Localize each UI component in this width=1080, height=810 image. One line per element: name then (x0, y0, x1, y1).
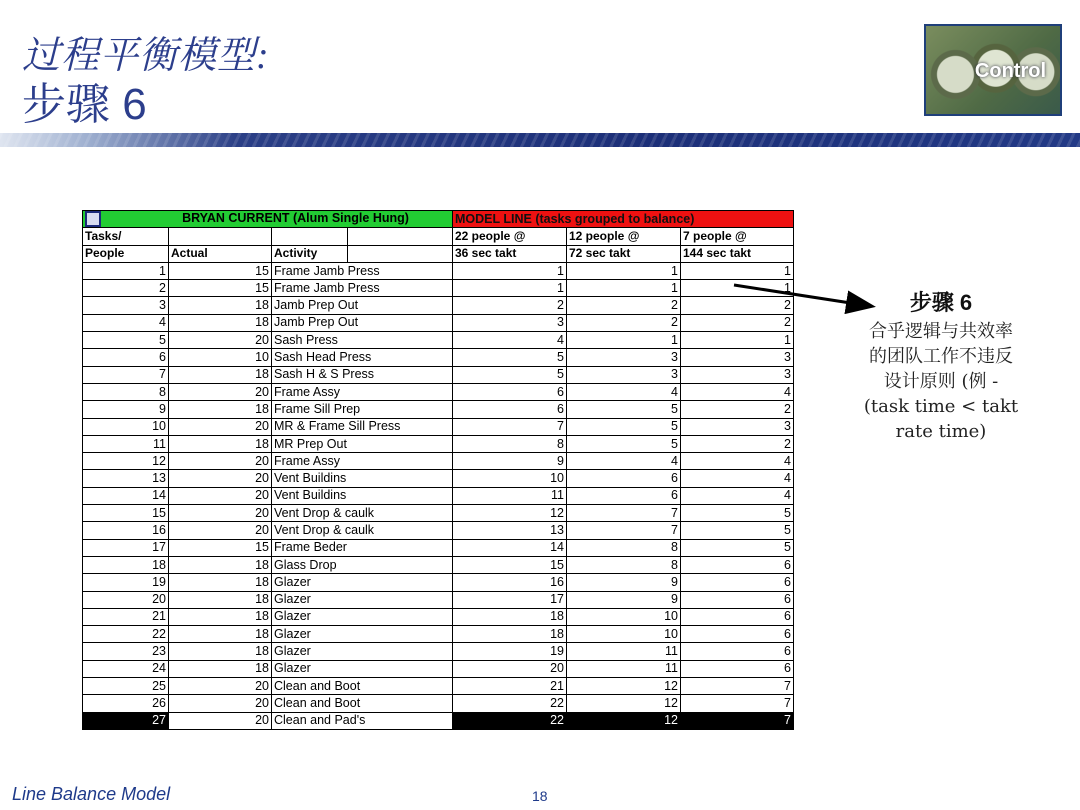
actual-cell: 10 (169, 349, 272, 366)
actual-cell: 15 (169, 262, 272, 279)
activity-cell: Frame Sill Prep (272, 401, 453, 418)
activity-cell: Clean and Pad's (272, 712, 453, 729)
takt-36-cell: 18 (453, 608, 567, 625)
callout-line: 合乎逻辑与共效率 (869, 321, 1013, 342)
takt-144-cell: 5 (681, 505, 794, 522)
takt-36-cell: 21 (453, 678, 567, 695)
people-cell: 20 (83, 591, 169, 608)
actual-cell: 18 (169, 608, 272, 625)
people-cell: 14 (83, 487, 169, 504)
takt-36-cell: 8 (453, 435, 567, 452)
table-row (83, 280, 794, 297)
takt-36-cell: 22 (453, 695, 567, 712)
takt-144-cell: 6 (681, 556, 794, 573)
actual-cell: 18 (169, 660, 272, 677)
actual-cell: 15 (169, 280, 272, 297)
people-cell: 11 (83, 435, 169, 452)
col-36-sec-takt: 36 sec takt (453, 245, 567, 262)
takt-144-cell: 5 (681, 539, 794, 556)
people-cell: 9 (83, 401, 169, 418)
takt-36-cell: 9 (453, 453, 567, 470)
table-subheader-row-2 (83, 245, 794, 262)
activity-cell: Vent Drop & caulk (272, 505, 453, 522)
col-72-sec-takt: 72 sec takt (567, 245, 681, 262)
actual-cell: 18 (169, 626, 272, 643)
people-cell: 12 (83, 453, 169, 470)
takt-36-cell: 16 (453, 574, 567, 591)
takt-72-cell: 12 (567, 678, 681, 695)
table-row (83, 574, 794, 591)
table-row (83, 539, 794, 556)
people-cell: 13 (83, 470, 169, 487)
actual-cell: 20 (169, 522, 272, 539)
header-model-line: MODEL LINE (tasks grouped to balance) (453, 211, 794, 228)
takt-36-cell: 10 (453, 470, 567, 487)
actual-cell: 18 (169, 435, 272, 452)
table-row (83, 522, 794, 539)
table-row (83, 332, 794, 349)
callout-line: (task time < takt (863, 396, 1019, 417)
actual-cell: 20 (169, 712, 272, 729)
table-row (83, 505, 794, 522)
table-subheader-row (83, 228, 794, 245)
table-row (83, 453, 794, 470)
people-cell: 5 (83, 332, 169, 349)
takt-144-cell: 7 (681, 678, 794, 695)
people-cell: 26 (83, 695, 169, 712)
takt-36-cell: 5 (453, 366, 567, 383)
takt-72-cell: 1 (567, 280, 681, 297)
actual-cell: 18 (169, 297, 272, 314)
activity-cell: Clean and Boot (272, 678, 453, 695)
actual-cell: 18 (169, 401, 272, 418)
people-cell: 3 (83, 297, 169, 314)
takt-36-cell: 17 (453, 591, 567, 608)
table-row (83, 418, 794, 435)
table-row (83, 401, 794, 418)
takt-72-cell: 7 (567, 522, 681, 539)
takt-36-cell: 12 (453, 505, 567, 522)
takt-36-cell: 6 (453, 383, 567, 400)
people-cell: 10 (83, 418, 169, 435)
page-number: 18 (532, 788, 548, 804)
activity-cell: Vent Buildins (272, 470, 453, 487)
flag-icon (85, 211, 101, 227)
page-title: 过程平衡模型: (22, 35, 270, 77)
activity-cell: Frame Assy (272, 453, 453, 470)
control-badge-label: Control (974, 60, 1046, 82)
table-row (83, 678, 794, 695)
takt-36-cell: 4 (453, 332, 567, 349)
takt-72-cell: 6 (567, 487, 681, 504)
table-row (83, 262, 794, 279)
activity-cell: Glazer (272, 626, 453, 643)
callout-line: rate time) (895, 421, 987, 442)
table-row (83, 470, 794, 487)
takt-144-cell: 6 (681, 608, 794, 625)
takt-72-cell: 6 (567, 470, 681, 487)
takt-144-cell: 6 (681, 574, 794, 591)
activity-cell: Frame Assy (272, 383, 453, 400)
col-people: People (83, 245, 169, 262)
takt-72-cell: 2 (567, 297, 681, 314)
callout (836, 286, 1046, 444)
callout-line: 设计原则 (例 - (883, 371, 999, 392)
table-row (83, 556, 794, 573)
activity-cell: Glazer (272, 591, 453, 608)
col-12-people: 12 people @ (567, 228, 681, 245)
callout-line: 的团队工作不违反 (869, 346, 1013, 367)
callout-body (836, 319, 1046, 444)
takt-144-cell: 2 (681, 314, 794, 331)
takt-72-cell: 8 (567, 556, 681, 573)
takt-36-cell: 22 (453, 712, 567, 729)
takt-72-cell: 11 (567, 660, 681, 677)
takt-36-cell: 19 (453, 643, 567, 660)
takt-72-cell: 8 (567, 539, 681, 556)
takt-36-cell: 2 (453, 297, 567, 314)
people-cell: 25 (83, 678, 169, 695)
table-row (83, 349, 794, 366)
takt-36-cell: 1 (453, 280, 567, 297)
page-subtitle: 步骤 6 (22, 80, 147, 129)
table-row (83, 695, 794, 712)
table-header-row (83, 211, 794, 228)
activity-cell: Vent Drop & caulk (272, 522, 453, 539)
people-cell: 22 (83, 626, 169, 643)
actual-cell: 20 (169, 383, 272, 400)
actual-cell: 15 (169, 539, 272, 556)
activity-cell: Clean and Boot (272, 695, 453, 712)
takt-72-cell: 11 (567, 643, 681, 660)
activity-cell: Frame Jamb Press (272, 280, 453, 297)
takt-144-cell: 2 (681, 401, 794, 418)
activity-cell: Glass Drop (272, 556, 453, 573)
people-cell: 19 (83, 574, 169, 591)
takt-72-cell: 4 (567, 383, 681, 400)
col-tasks: Tasks/ (83, 228, 169, 245)
takt-144-cell: 5 (681, 522, 794, 539)
people-cell: 2 (83, 280, 169, 297)
takt-72-cell: 5 (567, 418, 681, 435)
actual-cell: 20 (169, 418, 272, 435)
takt-144-cell: 1 (681, 280, 794, 297)
table-row (83, 712, 794, 729)
takt-72-cell: 12 (567, 695, 681, 712)
takt-72-cell: 3 (567, 366, 681, 383)
people-cell: 15 (83, 505, 169, 522)
takt-72-cell: 9 (567, 574, 681, 591)
activity-cell: Sash Press (272, 332, 453, 349)
table-row (83, 314, 794, 331)
takt-72-cell: 5 (567, 401, 681, 418)
takt-144-cell: 3 (681, 366, 794, 383)
takt-144-cell: 4 (681, 470, 794, 487)
callout-title: 步骤 6 (909, 290, 973, 315)
table-row (83, 643, 794, 660)
takt-144-cell: 6 (681, 643, 794, 660)
takt-72-cell: 7 (567, 505, 681, 522)
footer-title: Line Balance Model (12, 784, 171, 804)
table-row (83, 366, 794, 383)
line-balance-table (82, 210, 794, 730)
takt-72-cell: 3 (567, 349, 681, 366)
table-row (83, 608, 794, 625)
header-current: BRYAN CURRENT (Alum Single Hung) (83, 211, 453, 228)
activity-cell: Frame Jamb Press (272, 262, 453, 279)
takt-144-cell: 1 (681, 332, 794, 349)
takt-36-cell: 5 (453, 349, 567, 366)
takt-36-cell: 3 (453, 314, 567, 331)
activity-cell: Glazer (272, 574, 453, 591)
actual-cell: 20 (169, 505, 272, 522)
col-actual: Actual (169, 245, 272, 262)
takt-36-cell: 13 (453, 522, 567, 539)
activity-cell: Glazer (272, 643, 453, 660)
takt-72-cell: 10 (567, 608, 681, 625)
takt-72-cell: 2 (567, 314, 681, 331)
actual-cell: 18 (169, 366, 272, 383)
people-cell: 1 (83, 262, 169, 279)
takt-144-cell: 3 (681, 418, 794, 435)
actual-cell: 18 (169, 574, 272, 591)
actual-cell: 20 (169, 678, 272, 695)
takt-144-cell: 1 (681, 262, 794, 279)
takt-36-cell: 15 (453, 556, 567, 573)
people-cell: 27 (83, 712, 169, 729)
actual-cell: 20 (169, 470, 272, 487)
takt-36-cell: 1 (453, 262, 567, 279)
takt-36-cell: 20 (453, 660, 567, 677)
actual-cell: 18 (169, 643, 272, 660)
activity-cell: Glazer (272, 608, 453, 625)
activity-cell: Glazer (272, 660, 453, 677)
takt-144-cell: 4 (681, 453, 794, 470)
takt-36-cell: 18 (453, 626, 567, 643)
takt-36-cell: 14 (453, 539, 567, 556)
takt-72-cell: 1 (567, 332, 681, 349)
takt-144-cell: 4 (681, 487, 794, 504)
activity-cell: Frame Beder (272, 539, 453, 556)
activity-cell: Jamb Prep Out (272, 314, 453, 331)
takt-72-cell: 10 (567, 626, 681, 643)
takt-72-cell: 1 (567, 262, 681, 279)
table-row (83, 383, 794, 400)
table-row (83, 487, 794, 504)
col-144-sec-takt: 144 sec takt (681, 245, 794, 262)
activity-cell: MR Prep Out (272, 435, 453, 452)
takt-72-cell: 12 (567, 712, 681, 729)
activity-cell: MR & Frame Sill Press (272, 418, 453, 435)
takt-72-cell: 5 (567, 435, 681, 452)
takt-36-cell: 6 (453, 401, 567, 418)
activity-cell: Jamb Prep Out (272, 297, 453, 314)
actual-cell: 18 (169, 314, 272, 331)
title-banner (0, 133, 1080, 147)
people-cell: 8 (83, 383, 169, 400)
people-cell: 4 (83, 314, 169, 331)
people-cell: 17 (83, 539, 169, 556)
takt-144-cell: 7 (681, 695, 794, 712)
col-activity: Activity (272, 245, 348, 262)
takt-144-cell: 4 (681, 383, 794, 400)
takt-144-cell: 3 (681, 349, 794, 366)
activity-cell: Sash H & S Press (272, 366, 453, 383)
people-cell: 21 (83, 608, 169, 625)
activity-cell: Sash Head Press (272, 349, 453, 366)
takt-144-cell: 6 (681, 591, 794, 608)
people-cell: 16 (83, 522, 169, 539)
actual-cell: 18 (169, 591, 272, 608)
people-cell: 23 (83, 643, 169, 660)
takt-144-cell: 6 (681, 626, 794, 643)
table-row (83, 626, 794, 643)
activity-cell: Vent Buildins (272, 487, 453, 504)
takt-144-cell: 6 (681, 660, 794, 677)
col-22-people: 22 people @ (453, 228, 567, 245)
table-row (83, 591, 794, 608)
takt-36-cell: 11 (453, 487, 567, 504)
people-cell: 24 (83, 660, 169, 677)
takt-144-cell: 2 (681, 297, 794, 314)
actual-cell: 18 (169, 556, 272, 573)
people-cell: 6 (83, 349, 169, 366)
table-row (83, 435, 794, 452)
takt-144-cell: 2 (681, 435, 794, 452)
table-row (83, 660, 794, 677)
actual-cell: 20 (169, 695, 272, 712)
table-row (83, 297, 794, 314)
takt-144-cell: 7 (681, 712, 794, 729)
actual-cell: 20 (169, 487, 272, 504)
actual-cell: 20 (169, 453, 272, 470)
col-7-people: 7 people @ (681, 228, 794, 245)
actual-cell: 20 (169, 332, 272, 349)
control-badge (924, 24, 1062, 116)
people-cell: 7 (83, 366, 169, 383)
people-cell: 18 (83, 556, 169, 573)
takt-36-cell: 7 (453, 418, 567, 435)
takt-72-cell: 4 (567, 453, 681, 470)
takt-72-cell: 9 (567, 591, 681, 608)
